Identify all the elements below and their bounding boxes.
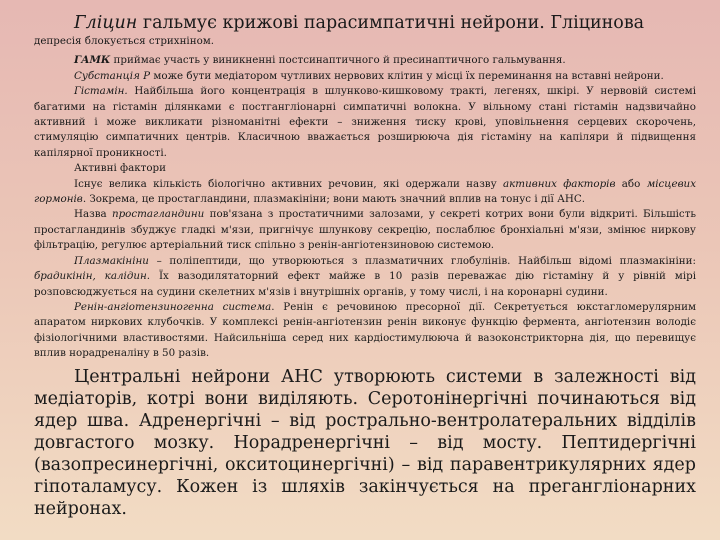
histamine-paragraph (34, 84, 696, 161)
active-factors-term: активних факторів (503, 177, 616, 190)
active-factors-text-b: або (621, 177, 641, 190)
histamine-term: Гістамін. (74, 85, 128, 98)
substance-p-text: може бути медіатором чутливих нервових клітин у місці їх переминання на вставні нейрони. (153, 69, 664, 82)
prostaglandins-paragraph (34, 207, 696, 253)
gaba-text: приймає участь у виникненні постсинаптичного й пресинаптичного гальмування. (113, 54, 566, 67)
glycine-continuation: депресія блокується стрихніном. (34, 35, 215, 47)
renin-paragraph (34, 300, 696, 362)
plasmakinins-text-b: . Їх вазодилятаторний ефект майже в 10 разів переважає дію гістаміну й у рівній мірі розповсюджується на судини скелетних м'язів і внутрішніх органів, у тому числі, і на коронарні судини. (34, 270, 696, 298)
substance-p-paragraph (34, 69, 696, 84)
active-factors-text-a: Існує велика кількість біологічно активних речовин, які одержали назву (74, 177, 497, 190)
active-factors-heading: Активні фактори (74, 162, 167, 175)
central-neurons-paragraph: Центральні нейрони АНС утворюють системи в залежності від медіаторів, котрі вони виділяють. Серотонінергічні починаються від ядер шва. Адренергічні – від рострально-вентролатеральних відділів довгастого мозку. Норадренергічні – від мосту. Пептидергічні (вазопресинергічні, окситоцинергічні) – від паравентрикулярних ядер гіпоталамусу. Кожен із шляхів закінчується на прегангліонарних нейронах. (34, 366, 696, 519)
histamine-text: Найбільша його концентрація в шлунково-кишковому тракті, легенях, шкірі. У нервовій системі багатими на гістамін ділянками є постгангліонарні симпатичні волокна. У вільному стані гістамін надзвичайно активний і може викликати різноманітні ефекти – зниження тиску крові, уповільнення серцевих скорочень, стимуляцію симпатичних центрів. Класичною вважається розширюючa дія гістаміну на капіляри й підвищення капілярної проникності. (34, 85, 696, 159)
plasmakinins-text-a: – поліпептиди, що утворюються з плазматичних глобулінів. Найбільш відомі плазмакініни: (156, 254, 696, 267)
slide-content (34, 12, 696, 520)
local-hormones-term: місцевих гормонів (34, 177, 696, 206)
gaba-term: ГАМК (74, 54, 111, 67)
active-factors-paragraph (34, 177, 696, 208)
glycine-text: гальмує крижові парасимпатичні нейрони. Гліцинова (142, 13, 645, 33)
prostaglandins-text-b: пов'язана з простатичними залозами, у секреті котрих вони були відкриті. Більшість простагландинів збуджує гладкі м'язи, пригнічує шлункову секрецію, послаблює бронхіальні м'язи, змінює ниркову фільтрацію, регулює артеріальний тиск спільно з ренін-ангіотензиновою системою. (34, 208, 697, 252)
renin-text: . Ренін є речовиною пресорної дії. Секретується юкстагломерулярним апаратом ниркових клубочків. У комплексі ренін-ангіотензин ренін виконує функцію фермента, ангіотензин володіє фізіологічними властивостями. Найсильніша серед них кардіостимулююча й вазоконстрикторна дія, що перевищує вплив норадреналіну в 50 разів. (34, 300, 697, 360)
prostaglandins-term: простагландини (111, 208, 205, 221)
prostaglandins-text-a: Назва (74, 208, 107, 221)
bradykinin-term: брадикінін, калідин (34, 270, 147, 283)
plasmakinins-paragraph (34, 254, 696, 300)
substance-p-term: Субстанція Р (74, 69, 151, 82)
gaba-paragraph (34, 53, 696, 68)
active-factors-text-c: . Зокрема, це простагландини, плазмакініни; вони мають значний вплив на тонус і дії АНС. (82, 193, 586, 206)
plasmakinins-term: Плазмакініни (74, 254, 149, 267)
glycine-term: Гліцин (74, 13, 138, 33)
glycine-line (34, 12, 696, 34)
renin-term: Ренін-ангіотензиногенна система (74, 300, 272, 313)
